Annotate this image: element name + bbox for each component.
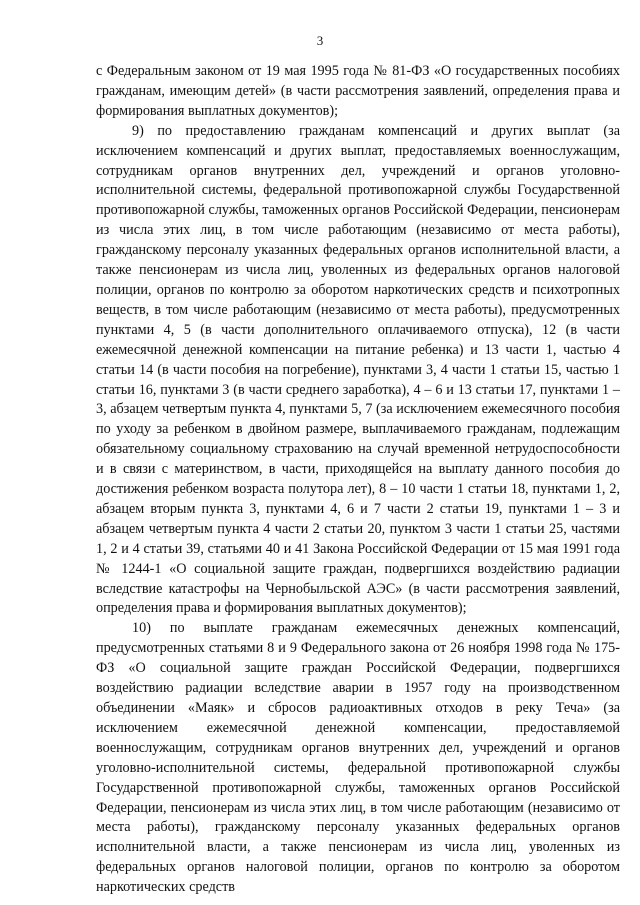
paragraph-continuation: с Федеральным законом от 19 мая 1995 года № 81-ФЗ «О государственных пособиях гражданам, имеющим детей» (в части рассмотрения заявлений, определения права и формирования выплатных документов); (96, 63, 620, 119)
document-body (96, 62, 620, 898)
paragraph-item-10: 10) по выплате гражданам ежемесячных денежных компенсаций, предусмотренных статьями 8 и 9 Федерального закона от 26 ноября 1998 года № 175-ФЗ «О социальной защите граждан Российской Федерации, подвергшихся воздействию радиации вследствие аварии в 1957 году на производственном объединении «Маяк» и сбросов радиоактивных отходов в реку Теча» (за исключением ежемесячной денежной компенсации, предоставляемой военнослужащим, сотрудникам органов внутренних дел, учреждений и органов уголовно-исполнительной системы, федеральной противопожарной службы Государственной противопожарной службы, таможенных органов Российской Федерации, пенсионерам из числа этих лиц, в том числе работающим (независимо от места работы), гражданскому персоналу указанных федеральных органов исполнительной власти, а также пенсионерам из числа лиц, уволенных из федеральных органов налоговой полиции, органов по контролю за оборотом наркотических средств (96, 620, 620, 896)
paragraph-item-9: 9) по предоставлению гражданам компенсаций и других выплат (за исключением компенсаций и других выплат, предоставляемых военнослужащим, сотрудникам органов внутренних дел, учреждений и органов уголовно-исполнительной системы, федеральной противопожарной службы Государственной противопожарной службы, таможенных органов Российской Федерации, пенсионерам из числа этих лиц, в том числе работающим (независимо от места работы), гражданскому персоналу указанных федеральных органов исполнительной власти, а также пенсионерам из числа лиц, уволенных из федеральных органов налоговой полиции, органов по контролю за оборотом наркотических средств и психотропных веществ, в том числе работающим (независимо от места работы), предусмотренных пунктами 4, 5 (в части дополнительного оплачиваемого отпуска), 12 (в части ежемесячной денежной компенсации на питание ребенка) и 13 части 1, частью 4 статьи 14 (в части пособия на погребение), пунктами 3, 4 части 1 статьи 15, частью 1 статьи 16, пунктами 3 (в части среднего заработка), 4 – 6 и 13 статьи 17, пунктами 1 – 3, абзацем четвертым пункта 4, пунктами 5, 7 (за исключением ежемесячного пособия по уходу за ребенком в двойном размере, выплачиваемого гражданам, подлежащим обязательному социальному страхованию на случай временной нетрудоспособности и в связи с материнством, в части, приходящейся на выплату данного пособия до достижения ребенком возраста полутора лет), 8 – 10 части 1 статьи 18, пунктами 1, 2, абзацем вторым пункта 3, пунктами 4, 6 и 7 части 2 статьи 19, пунктами 1 – 3 и абзацем четвертым пункта 4 части 2 статьи 20, пунктом 3 части 1 статьи 25, частями 1, 2 и 4 статьи 39, статьями 40 и 41 Закона Российской Федерации от 15 мая 1991 года № 1244-1 «О социальной защите граждан, подвергшихся воздействию радиации вследствие катастрофы на Чернобыльской АЭС» (в части рассмотрения заявлений, определения права и формирования выплатных документов); (96, 122, 620, 617)
page-number: 3 (316, 33, 324, 48)
